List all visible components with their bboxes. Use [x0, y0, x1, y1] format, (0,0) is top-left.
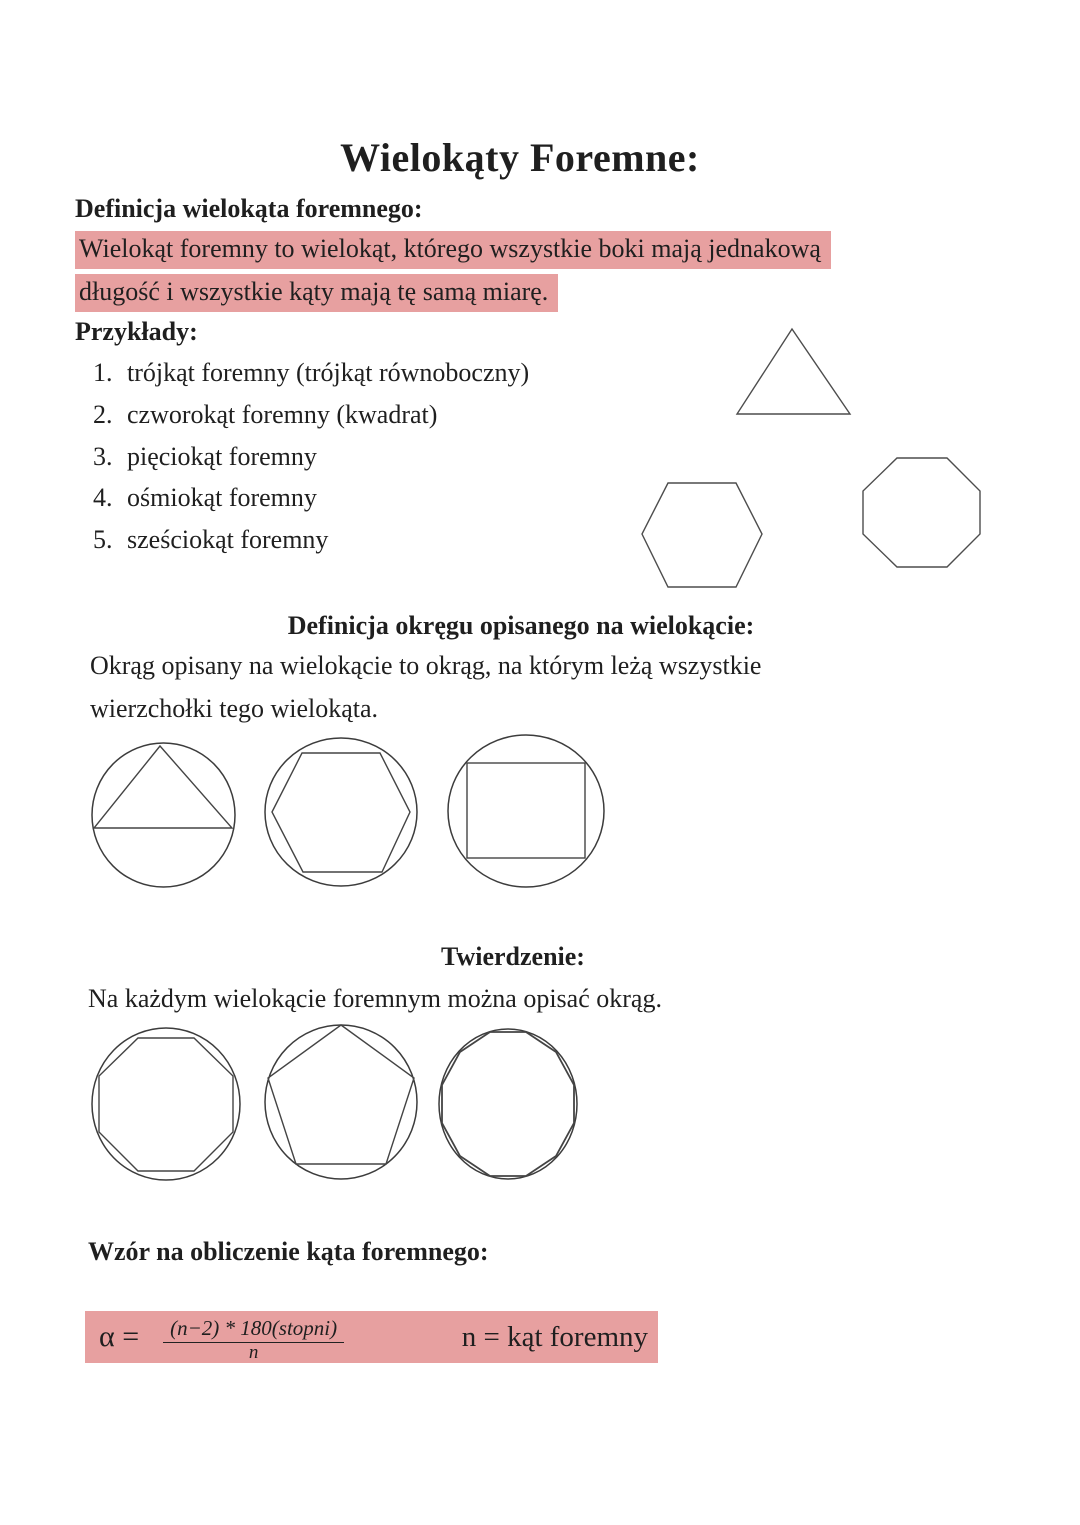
examples-heading: Przykłady:: [75, 317, 198, 346]
hexagon-shape: [642, 483, 762, 587]
list-item-number: 1.: [93, 358, 113, 387]
definition-highlight-line1: Wielokąt foremny to wielokąt, którego wszystkie boki mają jednakową: [75, 231, 831, 269]
list-item-label: trójkąt foremny (trójkąt równoboczny): [127, 358, 530, 387]
list-item: [93, 358, 529, 400]
circumscribed-body-line2: wierzchołki tego wielokąta.: [90, 694, 379, 723]
list-item: [93, 442, 529, 484]
circumscribed-circles-figure: [80, 725, 620, 897]
list-item-label: czworokąt foremny (kwadrat): [127, 399, 438, 429]
octagon-shape: [863, 458, 980, 567]
list-item-label: ośmiokąt foremny: [127, 483, 317, 513]
formula-fraction: [163, 1316, 344, 1363]
octagon-in-circle-diagram: [92, 1028, 240, 1180]
dodecagon-in-circle-diagram: [439, 1029, 577, 1179]
regular-polygons-figure: [630, 320, 1000, 600]
examples-list: [93, 358, 529, 567]
list-item-label: sześciokąt foremny: [127, 525, 329, 555]
list-item: [93, 525, 529, 567]
formula-note: n = kąt foremny: [461, 1320, 648, 1353]
page-title: Wielokąty Foremne:: [340, 135, 700, 180]
definition-circumscribed-heading: Definicja okręgu opisanego na wielokącie:: [287, 611, 755, 640]
triangle-in-circle-diagram: [92, 743, 235, 887]
theorem-heading: Twierdzenie:: [441, 942, 585, 971]
list-item-number: 5.: [93, 525, 113, 555]
formula-heading: Wzór na obliczenie kąta foremnego:: [88, 1237, 489, 1266]
list-item-number: 4.: [93, 483, 113, 513]
formula-highlight-box: [85, 1311, 658, 1363]
formula-alpha: α =: [99, 1320, 140, 1353]
list-item-label: pięciokąt foremny: [127, 441, 317, 471]
list-item: [93, 400, 529, 442]
list-item-number: 2.: [93, 399, 113, 429]
formula-numerator: (n−2) * 180(stopni): [163, 1316, 344, 1343]
triangle-shape: [737, 329, 850, 414]
theorem-circles-figure: [80, 1015, 620, 1193]
list-item-number: 3.: [93, 441, 113, 471]
pentagon-in-circle-diagram: [265, 1025, 417, 1179]
list-item: [93, 483, 529, 525]
theorem-body: Na każdym wielokącie foremnym można opisać okrąg.: [88, 984, 662, 1013]
square-in-circle-diagram: [448, 735, 604, 887]
hexagon-in-circle-diagram: [265, 738, 417, 886]
definition-polygon-heading: Definicja wielokąta foremnego:: [75, 194, 423, 223]
circumscribed-body-line1: Okrąg opisany na wielokącie to okrąg, na którym leżą wszystkie: [90, 651, 762, 680]
formula-denominator: n: [248, 1341, 259, 1363]
definition-highlight-line2: długość i wszystkie kąty mają tę samą miarę.: [75, 274, 558, 312]
